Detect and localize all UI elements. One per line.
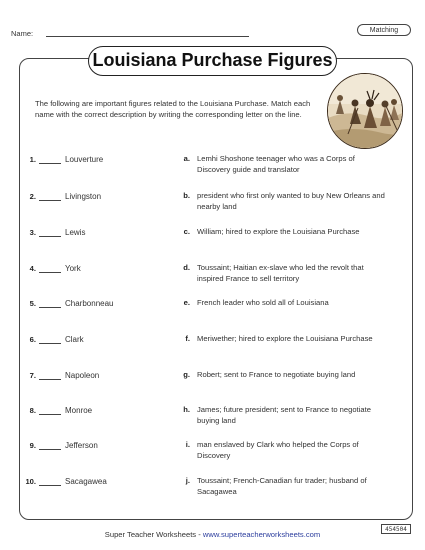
answer-letter: e. [183,298,190,307]
question-number: 8. [29,406,36,415]
answer-letter: g. [183,370,190,379]
footer [0,530,425,539]
question-number: 7. [29,371,36,380]
question-number: 6. [29,335,36,344]
answer-blank[interactable] [39,236,61,237]
answer-blank[interactable] [39,307,61,308]
name-line[interactable] [46,36,249,37]
worksheet-code: 454504 [381,524,411,534]
answer-blank[interactable] [39,449,61,450]
figure-name: Napoleon [65,371,100,380]
answer-text: Robert; sent to France to negotiate buying land [197,370,356,379]
answer-blank[interactable] [39,414,61,415]
answer-letter: h. [183,405,190,414]
answer-text: man enslaved by Clark who helped the Corps of Discovery [197,440,359,460]
footer-separator: - [196,530,203,539]
figure-name: Monroe [65,406,93,415]
answer-blank[interactable] [39,272,61,273]
answer-text: James; future president; sent to France to negotiate buying land [197,405,371,425]
answer-letter: a. [183,154,190,163]
answer-text: Toussaint; Haitian ex-slave who led the revolt that inspired France to sell territory [197,263,364,283]
answer-blank[interactable] [39,379,61,380]
figure-name: Charbonneau [65,299,114,308]
question-number: 10. [25,477,36,486]
question-number: 4. [29,264,36,273]
answer-blank[interactable] [39,200,61,201]
answer-blank[interactable] [39,343,61,344]
question-number: 1. [29,155,36,164]
question-number: 3. [29,228,36,237]
figure-name: York [65,264,81,273]
question-number: 2. [29,192,36,201]
name-label: Name: [11,29,34,38]
answer-letter: b. [183,191,190,200]
answer-text: president who first only wanted to buy New Orleans and nearby land [197,191,385,211]
figure-name: Jefferson [65,441,98,450]
page-title: Louisiana Purchase Figures [88,46,337,76]
answer-letter: f. [185,334,190,343]
answer-letter: i. [185,440,190,449]
answer-letter: d. [183,263,190,272]
answer-text: William; hired to explore the Louisiana Purchase [197,227,360,236]
answer-text: Meriwether; hired to explore the Louisiana Purchase [197,334,373,343]
footer-site-name: Super Teacher Worksheets [104,530,197,539]
answer-blank[interactable] [39,163,61,164]
question-number: 5. [29,299,36,308]
answer-text: Toussaint; French-Canadian fur trader; husband of Sacagawea [197,476,367,496]
answer-letter: j. [185,476,190,485]
answer-text: Lemhi Shoshone teenager who was a Corps of Discovery guide and translator [197,154,355,174]
worksheet-type-badge: Matching [357,24,411,36]
figure-name: Clark [65,335,84,344]
answer-letter: c. [183,227,190,236]
figure-name: Livingston [65,192,102,201]
question-number: 9. [29,441,36,450]
figure-name: Lewis [65,228,86,237]
figure-name: Louverture [65,155,104,164]
footer-url-link[interactable]: www.superteacherworksheets.com [202,530,321,539]
instructions: The following are important figures related to the Louisiana Purchase. Match each name with the correct description by writing the corresponding letter on the line. [35,99,311,119]
explorers-illustration [327,73,403,149]
answer-blank[interactable] [39,485,61,486]
figure-name: Sacagawea [65,477,107,486]
answer-text: French leader who sold all of Louisiana [197,298,329,307]
